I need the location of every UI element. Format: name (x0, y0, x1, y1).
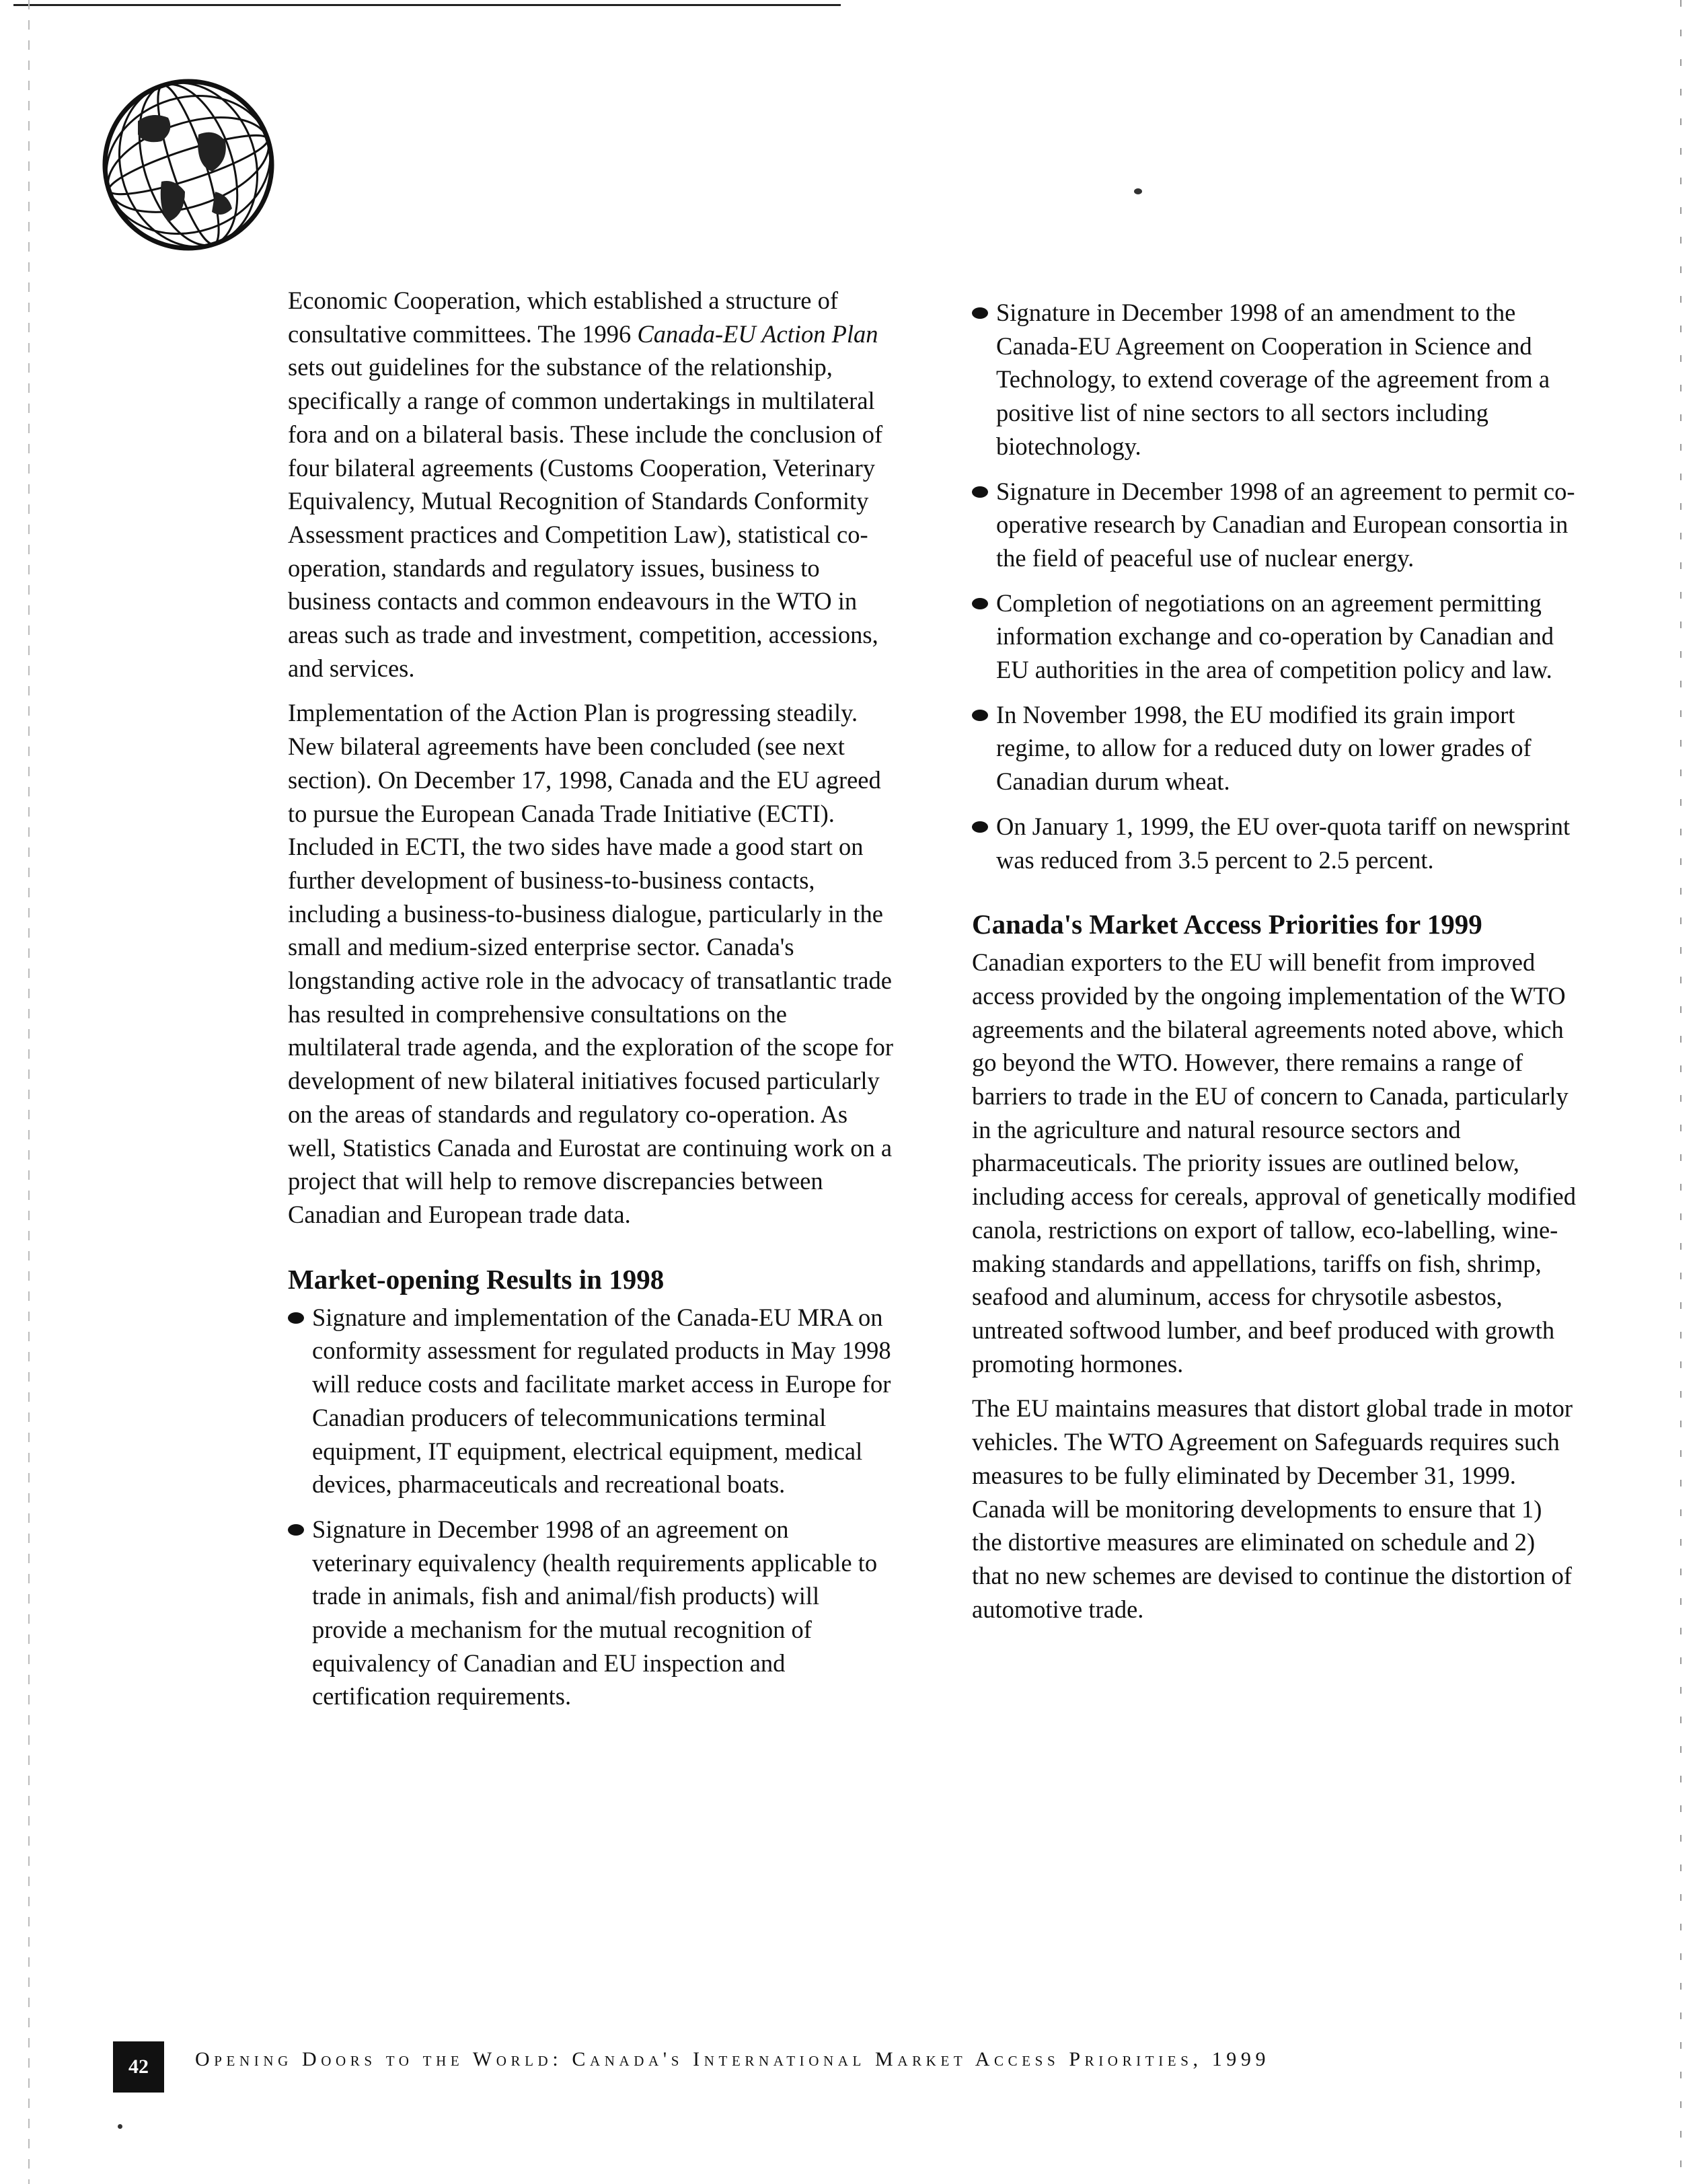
bullet-icon (972, 821, 988, 833)
page-footer (113, 2041, 1593, 2093)
list-item (288, 1301, 893, 1501)
scan-edge-right (1680, 0, 1682, 2184)
list-item (288, 1513, 893, 1713)
globe-icon (98, 74, 279, 256)
right-column (972, 296, 1577, 1637)
bullet-icon (972, 598, 988, 609)
list-item-text: Signature in December 1998 of an agreement to permit co-operative research by Canadian and European consortia in the field of peaceful use of nuclear energy. (996, 477, 1575, 572)
list-item (972, 698, 1577, 798)
list-item (972, 296, 1577, 463)
market-opening-heading: Market-opening Results in 1998 (288, 1263, 665, 1295)
running-title: Opening Doors to the World: Canada's International Market Access Priorities, 1999 (195, 2048, 1271, 2070)
left-column (288, 284, 893, 1725)
scan-speck (1134, 188, 1142, 194)
market-opening-list (288, 1301, 893, 1713)
list-item-text: Completion of negotiations on an agreement permitting information exchange and co-operation by Canadian and EU authorities in the area of competition policy and law. (996, 589, 1554, 684)
scan-speck (118, 2124, 122, 2129)
bullet-icon (288, 1524, 304, 1536)
left-paragraph-1-text-b: sets out guidelines for the substance of the relationship, specifically a range of common undertakings in multilateral fora and on a bilateral basis. These include the conclusion of four bilateral agreements (Customs Cooperation, Veterinary Equivalency, Mutual Recognition of Standards Conformity Assessment practices and Competition Law), statistical co-operation, standards and regulatory issues, business to business contacts and common endeavours in the WTO in areas such as trade and investment, competition, accessions, and services. (288, 353, 883, 682)
scan-edge-left (28, 0, 30, 2184)
list-item (972, 475, 1577, 575)
bullet-icon (972, 486, 988, 498)
left-paragraph-2: Implementation of the Action Plan is progressing steadily. New bilateral agreements have been concluded (see next section). On December 17, 1998, Canada and the EU agreed to pursue the European Canada Trade Initiative (ECTI). Included in ECTI, the two sides have made a good start on further development of business-to-business contacts, including a business-to-business dialogue, particularly in the small and medium-sized enterprise sector. Canada's longstanding active role in the advocacy of transatlantic trade has resulted in comprehensive consultations on the multilateral trade agenda, and the exploration of the scope for development of new bilateral initiatives focused particularly on the areas of standards and regulatory co-operation. As well, Statistics Canada and Eurostat are continuing work on a project that will help to remove discrepancies between Canadian and European trade data. (288, 699, 893, 1228)
bullet-icon (972, 307, 988, 319)
right-paragraph-2: The EU maintains measures that distort global trade in motor vehicles. The WTO Agreement on Safeguards requires such measures to be fully eliminated by December 31, 1999. Canada will be monitoring developments to ensure that 1) the distortive measures are eliminated on schedule and 2) that no new schemes are devised to continue the distortion of automotive trade. (972, 1394, 1573, 1623)
top-rule (13, 4, 841, 6)
list-item-text: Signature and implementation of the Canada-EU MRA on conformity assessment for regulated products in May 1998 will reduce costs and facilitate market access in Europe for Canadian producers of telecommunications terminal equipment, IT equipment, electrical equipment, medical devices, pharmaceuticals and recreational boats. (312, 1303, 891, 1499)
list-item (972, 587, 1577, 687)
page-number: 42 (113, 2041, 164, 2093)
list-item (972, 810, 1577, 876)
list-item-text: Signature in December 1998 of an agreement on veterinary equivalency (health requirements applicable to trade in animals, fish and animal/fish products) will provide a mechanism for the mutual recognition of equivalency of Canadian and EU inspection and certification requirements. (312, 1515, 878, 1710)
results-continued-list (972, 296, 1577, 876)
list-item-text: In November 1998, the EU modified its grain import regime, to allow for a reduced duty on lower grades of Canadian durum wheat. (996, 700, 1532, 796)
bullet-icon (288, 1312, 304, 1324)
bullet-icon (972, 710, 988, 721)
list-item-text: Signature in December 1998 of an amendment to the Canada-EU Agreement on Cooperation in Science and Technology, to extend coverage of the agreement from a positive list of nine sectors to all sectors including biotechnology. (996, 299, 1550, 460)
priorities-heading: Canada's Market Access Priorities for 1999 (972, 909, 1482, 940)
list-item-text: On January 1, 1999, the EU over-quota tariff on newsprint was reduced from 3.5 percent to 2.5 percent. (996, 812, 1571, 874)
right-paragraph-1: Canadian exporters to the EU will benefit from improved access provided by the ongoing implementation of the WTO agreements and the bilateral agreements noted above, which go beyond the WTO. However, there remains a range of barriers to trade in the EU of concern to Canada, particularly in the agriculture and natural resource sectors and pharmaceuticals. The priority issues are outlined below, including access for cereals, approval of genetically modified canola, restrictions on export of tallow, eco-labelling, wine-making standards and appellations, tariffs on fish, shrimp, seafood and aluminum, access for chrysotile asbestos, untreated softwood lumber, and beef produced with growth promoting hormones. (972, 948, 1576, 1378)
action-plan-title: Canada-EU Action Plan (637, 319, 878, 348)
left-paragraph-1-text-a: Economic Cooperation, which established a structure of consultative committees. The 1996 (288, 287, 838, 348)
left-paragraph-1 (288, 284, 893, 685)
